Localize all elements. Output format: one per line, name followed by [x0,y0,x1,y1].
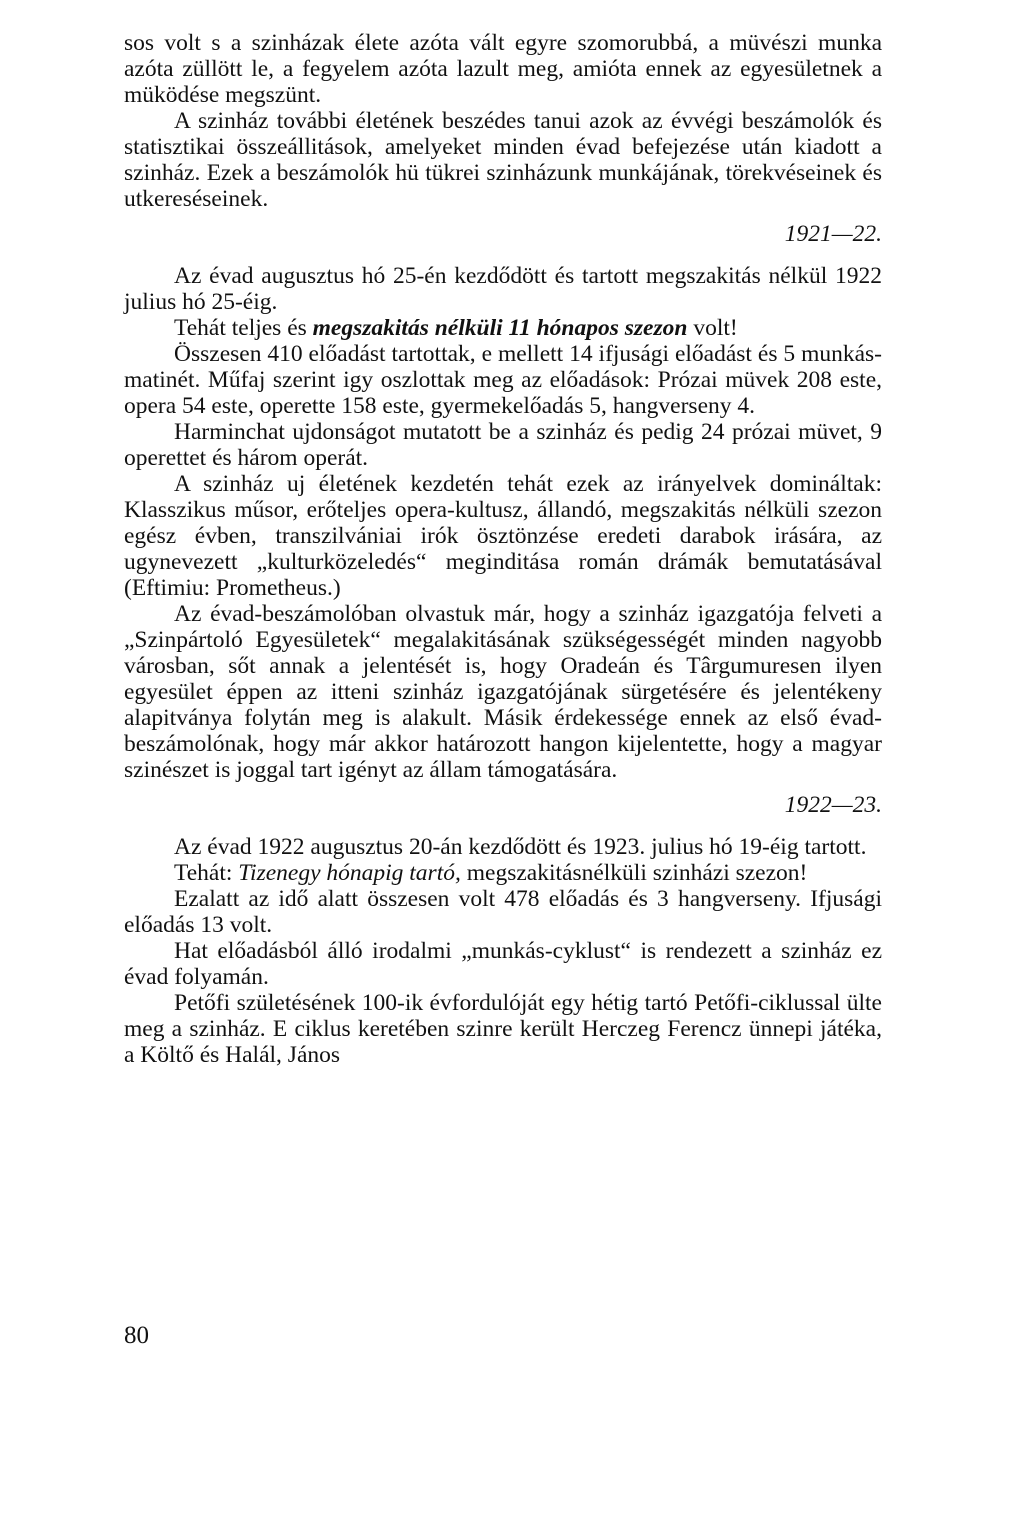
page-number: 80 [124,1322,149,1349]
paragraph-season-dates: Az évad augusztus hó 25-én kezdődött és tartott megszakitás nélkül 1922 julius hó 25-éig. [124,263,882,315]
text-segment: volt! [687,315,738,341]
paragraph-reports: A szinház további életének beszédes tanui azok az évvégi beszámolók és statisztikai összeállitások, amelyeket minden évad befejezése után kiadott a szinház. Ezek a beszámolók hü tükrei szinházunk munkájának, törekvéseinek és utkereséseinek. [124,108,882,212]
paragraph-performance-count: Ezalatt az idő alatt összesen volt 478 előadás és 3 hangverseny. Ifjusági előadás 13 volt. [124,886,882,938]
paragraph-association: Az évad-beszámolóban olvastuk már, hogy a szinház igazgatója felveti a „Szinpártoló Egyesületek“ megalakitásának szükségességét minden nagyobb városban, sőt annak a jelentését is, hogy Oradeán és Târgumuresen ilyen egyesület éppen az itteni szinház igazgatójának sürgetésére és jelentékeny alapitványa folytán meg is alakult. Másik érdekessége ennek az első évad-beszámolónak, hogy már akkor határozott hangon kijelentette, hogy a magyar szinészet is joggal tart igényt az állam támogatására. [124,601,882,783]
page-body [124,30,882,1068]
emphasis-text: Tizenegy hónapig tartó, [238,860,461,886]
emphasis-text: megszakitás nélküli 11 hónapos szezon [312,315,688,341]
paragraph-full-season [124,315,882,341]
paragraph-petofi-cycle: Petőfi születésének 100-ik évfordulóját egy hétig tartó Petőfi-ciklussal ülte meg a szinház. E ciklus keretében szinre került Herczeg Ferencz ünnepi játéka, a Költő és Halál, János [124,990,882,1068]
paragraph-worker-cycle: Hat előadásból álló irodalmi „munkás-cyklust“ is rendezett a szinház ez évad folyamán. [124,938,882,990]
paragraph-performances: Összesen 410 előadást tartottak, e mellett 14 ifjusági előadást és 5 munkás-matinét. Műfaj szerint igy oszlottak meg az előadások: Prózai müvek 208 este, opera 54 este, operette 158 este, gyermekelőadás 5, hangverseny 4. [124,341,882,419]
paragraph-season-dates-2: Az évad 1922 augusztus 20-án kezdődött és 1923. julius hó 19-éig tartott. [174,834,867,860]
paragraph-eleven-months [124,860,882,886]
paragraph-continuation: sos volt s a szinházak élete azóta vált egyre szomorubbá, a müvészi munka azóta züllött le, a fegyelem azóta lazult meg, amióta ennek az egyesületnek a müködése megszünt. [124,30,882,108]
text-segment: megszakitásnélküli szinházi szezon! [460,860,808,886]
paragraph-premieres: Harminchat ujdonságot mutatott be a szinház és pedig 24 prózai müvet, 9 operettet és három operát. [124,419,882,471]
paragraph-principles: A szinház uj életének kezdetén tehát ezek az irányelvek domináltak: Klasszikus műsor, erőteljes opera-kultusz, állandó, megszakitás nélküli szezon egész évben, transzilvániai irók ösztönzése eredeti darabok irására, az ugynevezett „kulturközeledés“ meginditása román drámák bemutatásával (Eftimiu: Prometheus.) [124,471,882,601]
season-heading-1921-22: 1921—22. [784,221,882,247]
text-segment: Tehát teljes és [174,315,313,341]
text-segment: Tehát: [174,860,239,886]
season-heading-1922-23: 1922—23. [784,792,882,818]
